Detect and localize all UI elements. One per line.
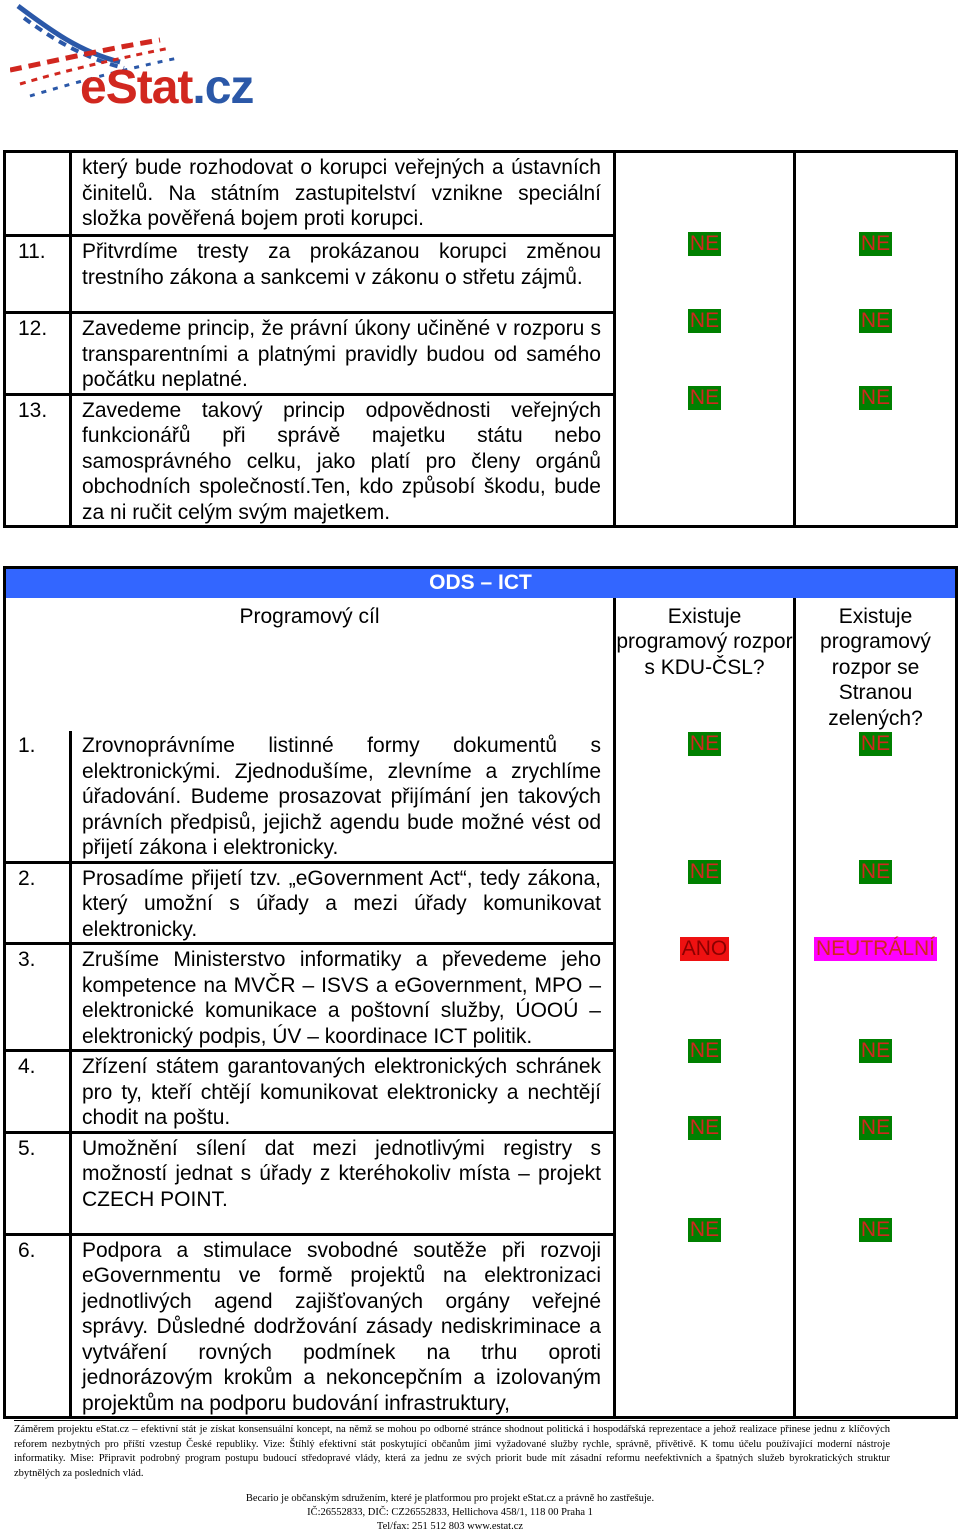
footer-line-ids: IČ:26552833, DIČ: CZ26552833, Hellichova 458/1, 118 00 Praha 1 [307, 1507, 593, 1518]
answer-badge: NE [689, 860, 720, 883]
row-goal-text: Umožnění sílení dat mezi jednotlivými registry s možností jednat s úřady z kteréhokoliv místa – projekt CZECH POINT. [71, 1132, 615, 1234]
row-goal-text: Zavedeme takový princip odpovědnosti veřejných funkcionářů při správě majetku státu nebo samosprávného celku, jako platí pro členy orgánů obchodních společností.Ten, kdo způsobí škodu, bude za ni ručit celým svým majetkem. [71, 394, 615, 527]
answer-badge: NE [689, 386, 720, 409]
answer-badge: NE [689, 1039, 720, 1062]
sz-answer-column [795, 152, 957, 527]
row-goal-text: Přitvrdíme tresty za prokázanou korupci změnou trestního zákona a sankcemi v zákonu o střetu zájmů. [71, 236, 615, 313]
logo-text-estat: eStat [80, 61, 193, 114]
header-program-goal: Programový cíl [5, 598, 615, 732]
row-number [5, 152, 71, 236]
answer-badge: NE [860, 1116, 891, 1139]
estat-logo [10, 0, 280, 120]
answer-badge: NE [860, 309, 891, 332]
row-number: 4. [5, 1051, 71, 1133]
answer-badge: NE [860, 386, 891, 409]
logo-text-cz: .cz [192, 61, 254, 114]
kdu-answer-column [615, 152, 795, 527]
row-number: 3. [5, 944, 71, 1051]
row-number: 5. [5, 1132, 71, 1234]
footer-line-association: Becario je občanským sdružením, které je platformou pro projekt eStat.cz a právně ho zastřešuje. [245, 1493, 655, 1504]
row-goal-text: který bude rozhodovat o korupci veřejných a ústavních činitelů. Na státním zastupitelství vznikne speciální složka pověřená bojem proti korupci. [71, 152, 615, 236]
answer-badge: ANO [681, 937, 728, 960]
row-number: 6. [5, 1234, 71, 1418]
table-row [5, 731, 957, 862]
program-table-anticorruption [3, 150, 958, 528]
sz-answer-column [795, 731, 957, 1418]
answer-badge: NE [860, 860, 891, 883]
row-goal-text: Zrovnoprávníme listinné formy dokumentů s elektronickými. Zjednodušíme, zlevníme a zrychlíme úřadování. Budeme prosazovat přijímání jen takových právních předpisů, jejichž agendu bude možné vést od přijetí zákona i elektronicky. [71, 731, 615, 862]
row-number: 2. [5, 862, 71, 944]
row-goal-text: Podpora a stimulace svobodné soutěže při rozvoji eGovernmentu ve formě projektů na elektronizaci jednotlivých agend zajišťovaných orgány veřejné správy. Důsledné dodržování zásady nediskriminace a vytváření rovných podmínek na trhu oproti jednorázovým krokům a nekoncepčním a izolovaným projektům na podporu budování infrastruktury, [71, 1234, 615, 1418]
kdu-answer-column [615, 731, 795, 1418]
row-number: 1. [5, 731, 71, 862]
row-number: 12. [5, 313, 71, 395]
answer-badge: NE [860, 232, 891, 255]
header-sz-conflict: Existuje programový rozpor se Stranou zelených? [795, 598, 957, 732]
answer-badge: NE [860, 732, 891, 755]
footer-project-description: Záměrem projektu eStat.cz – efektivní stát je získat konsensuální koncept, na němž se mohou po odborné stránce shodnout politická i hospodářská reprezentace a jehož realizace přinese jednu z klíčových reforem nezbytných pro příští vzestup České republiky. Vize: Štíhlý efektivní stát poskytující občanům jimi vyžadované služby rychle, správně, přívětivě. K tomu účelu používající moderní nástroje informatiky. Mise: Připravit podrobný program postupu budoucí středopravé vlády, která za jednu ze svých priorit bude mít zásadní reformu neefektivních a špatných služeb byrokratických struktur zbytnělých za posledních vlád. [14, 1420, 890, 1481]
answer-badge: NE [689, 1218, 720, 1241]
row-number: 13. [5, 394, 71, 527]
answer-badge: NE [860, 1039, 891, 1062]
row-goal-text: Zavedeme princip, že právní úkony učiněné v rozporu s transparentními a platnými pravidly budou od samého počátku neplatné. [71, 313, 615, 395]
answer-badge: NEUTRÁLNÍ [815, 937, 936, 960]
section-title-band: ODS – ICT [5, 568, 957, 598]
program-table-ict [3, 566, 958, 1419]
answer-badge: NE [689, 1116, 720, 1139]
row-goal-text: Prosadíme přijetí tzv. „eGovernment Act“, tedy zákona, který umožní s úřady a mezi úřady komunikovat elektronicky. [71, 862, 615, 944]
table-row [5, 152, 957, 236]
answer-badge: NE [689, 232, 720, 255]
row-goal-text: Zrušíme Ministerstvo informatiky a převedeme jeho kompetence na MVČR – ISVS a eGovernment, MPO – elektronické komunikace a poštovní služby, ÚOOÚ – elektronický podpis, ÚV – koordinace ICT politik. [71, 944, 615, 1051]
answer-badge: NE [689, 732, 720, 755]
header-kdu-conflict: Existuje programový rozpor s KDU-ČSL? [615, 598, 795, 732]
row-goal-text: Zřízení státem garantovaných elektronických schránek pro ty, kteří chtějí komunikovat elektronicky a nechtějí chodit na poštu. [71, 1051, 615, 1133]
footer-line-phone-web: Tel/fax: 251 512 803 www.estat.cz [376, 1521, 524, 1532]
row-number: 11. [5, 236, 71, 313]
footer-contact [0, 1492, 900, 1534]
answer-badge: NE [689, 309, 720, 332]
answer-badge: NE [860, 1218, 891, 1241]
table-header-row [5, 598, 957, 732]
